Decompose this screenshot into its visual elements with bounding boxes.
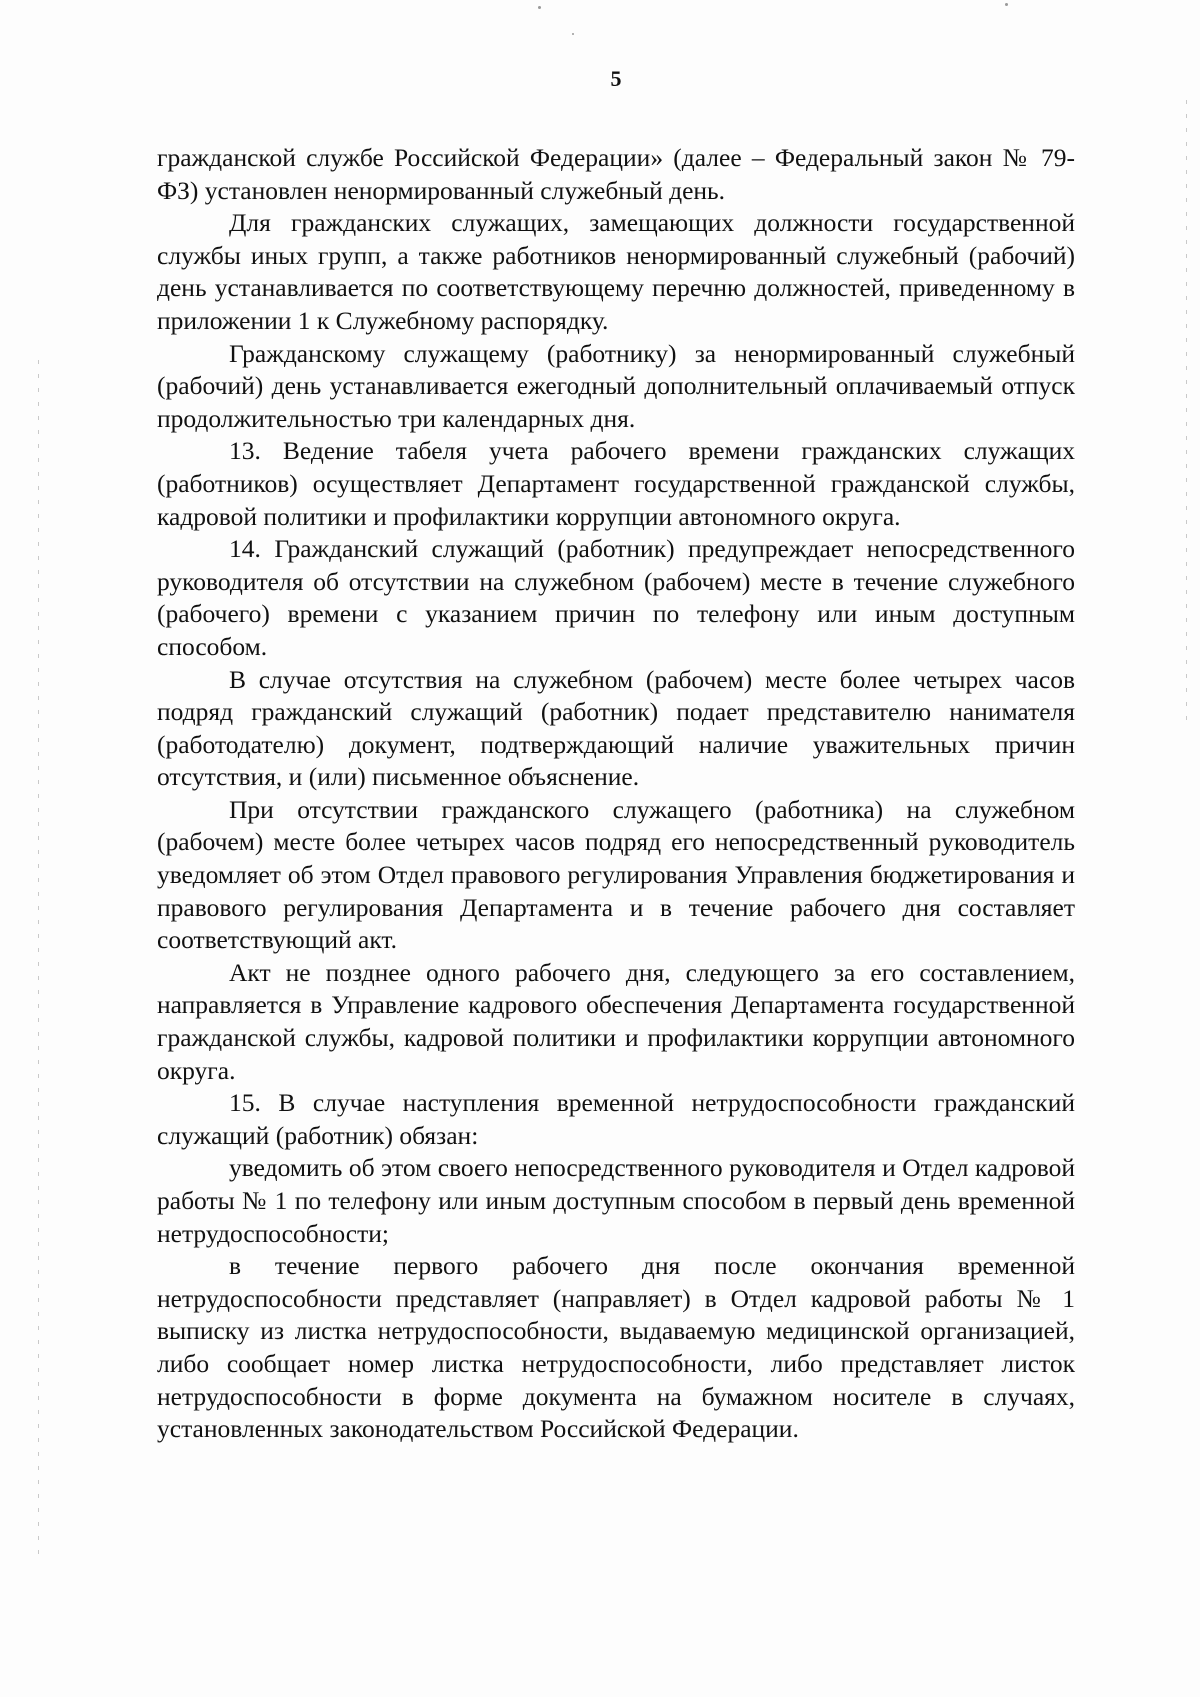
paragraph: уведомить об этом своего непосредственного руководителя и Отдел кадровой работы № 1 по телефону или иным доступным способом в первый день временной нетрудоспособности;: [157, 1153, 1075, 1248]
paragraph: 13. Ведение табеля учета рабочего времени гражданских служащих (работников) осуществляет Департамент государственной гражданской службы, кадровой политики и профилактики коррупции автономного округа.: [157, 436, 1075, 531]
scan-edge-right: [1186, 100, 1187, 720]
scan-speck: [572, 33, 574, 35]
paragraph: Для гражданских служащих, замещающих должности государственной службы иных групп, а также работников ненормированный служебный (рабочий) день устанавливается по соответствующему перечню должностей, приведенному в приложении 1 к Служебному распорядку.: [157, 208, 1075, 335]
paragraph: в течение первого рабочего дня после окончания временной нетрудоспособности представляет (направляет) в Отдел кадровой работы № 1 выписку из листка нетрудоспособности, выдаваемую медицинской организацией, либо сообщает номер листка нетрудоспособности, либо представляет листок нетрудоспособности в форме документа на бумажном носителе в случаях, установленных законодательством Российской Федерации.: [157, 1251, 1075, 1444]
scan-speck: [538, 6, 541, 9]
document-body: [157, 142, 1075, 1446]
paragraph: 15. В случае наступления временной нетрудоспособности гражданский служащий (работник) обязан:: [157, 1088, 1075, 1150]
paragraph: При отсутствии гражданского служащего (работника) на служебном (рабочем) месте более четырех часов подряд его непосредственный руководитель уведомляет об этом Отдел правового регулирования Управления бюджетирования и правового регулирования Департамента и в течение рабочего дня составляет соответствующий акт.: [157, 794, 1075, 955]
paragraph: 14. Гражданский служащий (работник) предупреждает непосредственного руководителя об отсутствии на служебном (рабочем) месте в течение служебного (рабочего) времени с указанием причин по телефону или иным доступным способом.: [157, 534, 1075, 661]
scan-edge-left: [38, 360, 39, 1560]
paragraph: В случае отсутствия на служебном (рабочем) месте более четырех часов подряд гражданский служащий (работник) подает представителю нанимателя (работодателю) документ, подтверждающий наличие уважительных причин отсутствия, и (или) письменное объяснение.: [157, 664, 1075, 792]
page-number: 5: [610, 66, 622, 91]
paragraph: гражданской службе Российской Федерации» (далее – Федеральный закон № 79-ФЗ) установлен ненормированный служебный день.: [157, 143, 1075, 205]
scan-speck: [1005, 3, 1008, 6]
paragraph: Акт не позднее одного рабочего дня, следующего за его составлением, направляется в Управление кадрового обеспечения Департамента государственной гражданской службы, кадровой политики и профилактики коррупции автономного округа.: [157, 957, 1075, 1085]
paragraph: Гражданскому служащему (работнику) за ненормированный служебный (рабочий) день устанавливается ежегодный дополнительный оплачиваемый отпуск продолжительностью три календарных дня.: [157, 338, 1075, 433]
